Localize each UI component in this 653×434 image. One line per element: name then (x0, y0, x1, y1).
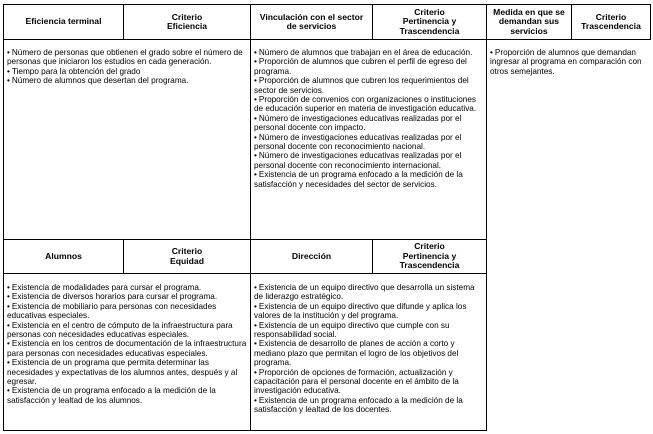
list-item: • Número de personas que obtienen el grado sobre el número de personas que iniciaron los estudios en cada generación. (7, 48, 245, 67)
list-item: • Existencia de modalidades para cursar el programa. (7, 283, 247, 292)
table2-header-border (3, 273, 486, 274)
table1-cell-demanda (490, 48, 648, 76)
list-item: • Existencia de un equipo directivo que cumple con su responsabilidad social. (254, 321, 483, 340)
header-criterio-pertinencia: Criterio Pertinencia y Trascendencia (399, 6, 460, 36)
header-alumnos: Alumnos (45, 250, 82, 261)
list-item: • Existencia de mobiliario para personas con necesidades educativas especiales. (7, 302, 247, 321)
header-medida-demanda: Medida en que se demandan sus servicios (493, 6, 565, 36)
list-item: • Proporción de opciones de formación, actualización y capacitación para el personal docente en el ámbito de la investigación educativa. (254, 368, 483, 396)
table1-cell-eficiencia (7, 48, 245, 86)
list-item: • Existencia de desarrollo de planes de acción a corto y mediano plazo que permitan el logro de los objetivos del programa. (254, 339, 483, 367)
header-direccion: Dirección (291, 250, 332, 261)
list-item: • Existencia en el centro de cómputo de la infraestructura para personas con necesidades educativas especiales. (7, 321, 247, 340)
header-vinculacion-sector: Vinculación con el sector de servicios (259, 11, 364, 31)
table1-left-border (3, 4, 4, 240)
table1-divider-4 (486, 4, 487, 240)
list-item: • Existencia de un programa enfocado a la medición de la satisfacción y necesidades del sector de servicios. (254, 170, 483, 189)
list-item: • Número de investigaciones educativas realizadas por el personal docente con reconocimiento internacional. (254, 151, 483, 170)
list-item: • Proporción de convenios con organizaciones o instituciones de educación superior en materia de investigación educativa. (254, 95, 483, 114)
header-eficiencia-terminal: Eficiencia terminal (25, 16, 102, 27)
list-item: • Existencia de un programa enfocado a la medición de la satisfacción y lealtad de los alumnos. (7, 386, 247, 405)
list-item: • Existencia en los centros de documentación de la infraestructura para personas con necesidades educativas especiales. (7, 339, 247, 358)
table1-divider-2 (250, 4, 251, 240)
header-criterio-trascendencia: Criterio Trascendencia (581, 11, 641, 31)
list-item: • Existencia de un programa que permita determinar las necesidades y expectativas de los alumnos antes, después y al egresar. (7, 358, 247, 386)
header-criterio-pertinencia-2: Criterio Pertinencia y Trascendencia (399, 241, 460, 271)
list-item: • Existencia de un equipo directivo que difunde y aplica los valores de la institución y del programa. (254, 302, 483, 321)
list-item: • Número de alumnos que desertan del programa. (7, 76, 245, 85)
list-item: • Proporción de alumnos que demandan ingresar al programa en comparación con otros semejantes. (490, 48, 648, 76)
header-criterio-equidad: Criterio Equidad (170, 246, 204, 266)
list-item: • Número de investigaciones educativas realizadas por el personal docente con reconocimiento nacional. (254, 133, 483, 152)
table1-header-border (3, 39, 651, 40)
table1-right-border (650, 4, 651, 40)
table2-bottom-border (3, 430, 486, 431)
list-item: • Existencia de un programa enfocado a la medición de la satisfacción y lealtad de los docentes. (254, 396, 483, 415)
table2-right-border (486, 239, 487, 431)
list-item: • Número de investigaciones educativas realizadas por el personal docente con impacto. (254, 114, 483, 133)
table2-cell-alumnos (7, 283, 247, 405)
list-item: • Proporción de alumnos que cubren los requerimientos del sector de servicios. (254, 76, 483, 95)
table1-cell-vinculacion (254, 48, 483, 189)
list-item: • Proporción de alumnos que cubren el perfil de egreso del programa. (254, 57, 483, 76)
list-item: • Existencia de un equipo directivo que desarrolla un sistema de liderazgo estratégico. (254, 283, 483, 302)
table2-cell-direccion (254, 283, 483, 415)
list-item: • Número de alumnos que trabajan en el área de educación. (254, 48, 483, 57)
header-criterio-eficiencia: Criterio Eficiencia (166, 11, 208, 31)
list-item: • Tiempo para la obtención del grado (7, 67, 245, 76)
list-item: • Existencia de diversos horarios para cursar el programa. (7, 292, 247, 301)
